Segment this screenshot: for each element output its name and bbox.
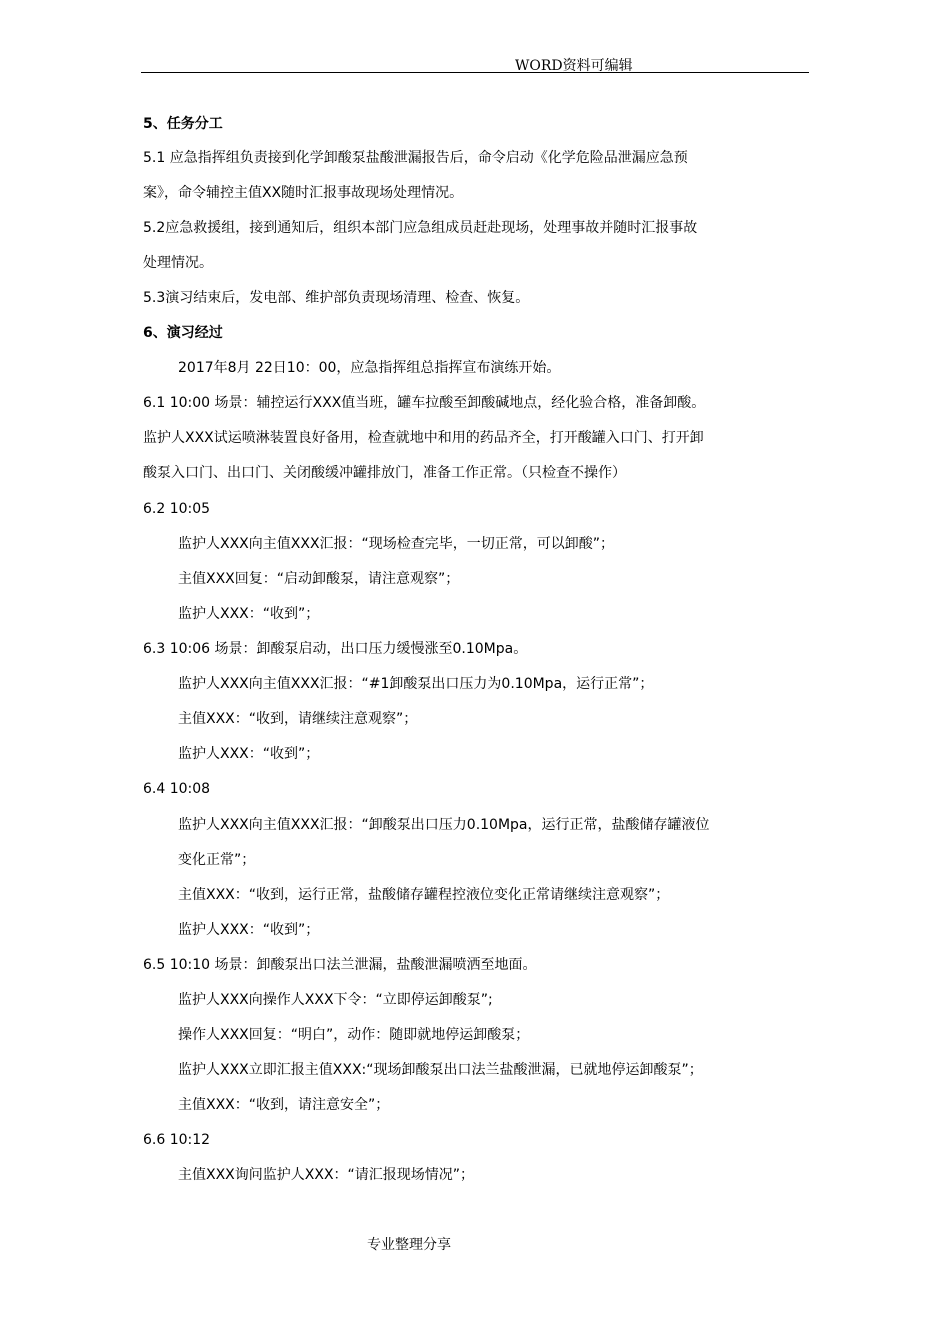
dialogue-line: 监护人XXX向主值XXX汇报：“卸酸泵出口压力0.10Mpa，运行正常，盐酸储存罐液位 xyxy=(178,817,710,833)
paragraph-line: 处理情况。 xyxy=(143,255,213,271)
dialogue-line: 监护人XXX向主值XXX汇报：“现场检查完毕，一切正常，可以卸酸”； xyxy=(178,536,615,552)
paragraph-line: 5.3演习结束后，发电部、维护部负责现场清理、检查、恢复。 xyxy=(143,290,530,306)
paragraph-line: 6.5 10:10 场景：卸酸泵出口法兰泄漏，盐酸泄漏喷洒至地面。 xyxy=(143,957,537,973)
dialogue-line: 操作人XXX回复：“明白”，动作：随即就地停运卸酸泵； xyxy=(178,1027,530,1043)
dialogue-line: 主值XXX询问监护人XXX：“请汇报现场情况”； xyxy=(178,1167,475,1183)
dialogue-line: 变化正常”； xyxy=(178,852,256,868)
dialogue-line: 主值XXX回复：“启动卸酸泵，请注意观察”； xyxy=(178,571,460,587)
paragraph-line: 案》，命令辅控主值XX随时汇报事故现场处理情况。 xyxy=(143,185,464,201)
dialogue-line: 主值XXX：“收到，请继续注意观察”； xyxy=(178,711,418,727)
dialogue-line: 监护人XXX：“收到”； xyxy=(178,746,320,762)
dialogue-line: 监护人XXX：“收到”； xyxy=(178,606,320,622)
dialogue-line: 主值XXX：“收到，请注意安全”； xyxy=(178,1097,390,1113)
dialogue-line: 监护人XXX向主值XXX汇报：“#1卸酸泵出口压力为0.10Mpa，运行正常”； xyxy=(178,676,654,692)
paragraph-line: 6.1 10:00 场景：辅控运行XXX值当班，罐车拉酸至卸酸碱地点，经化验合格，准备卸酸。 xyxy=(143,395,706,411)
paragraph-line: 5.2应急救援组，接到通知后，组织本部门应急组成员赶赴现场，处理事故并随时汇报事故 xyxy=(143,220,698,236)
subsection-label: 6.6 10:12 xyxy=(143,1132,211,1148)
paragraph-line: 6.3 10:06 场景：卸酸泵启动，出口压力缓慢涨至0.10Mpa。 xyxy=(143,641,528,657)
dialogue-line: 监护人XXX立即汇报主值XXX:“现场卸酸泵出口法兰盐酸泄漏，已就地停运卸酸泵”； xyxy=(178,1062,703,1078)
paragraph-line: 5.1 应急指挥组负责接到化学卸酸泵盐酸泄漏报告后，命令启动《化学危险品泄漏应急预 xyxy=(143,150,688,166)
subsection-label: 6.2 10:05 xyxy=(143,501,211,517)
header-rule xyxy=(141,72,809,73)
paragraph-line: 2017年8月 22日10：00，应急指挥组总指挥宣布演练开始。 xyxy=(178,360,561,376)
section-heading-6: 6、演习经过 xyxy=(143,325,223,341)
page-footer-text: 专业整理分享 xyxy=(367,1237,451,1253)
paragraph-line: 酸泵入口门、出口门、关闭酸缓冲罐排放门，准备工作正常。（只检查不操作） xyxy=(143,465,626,481)
section-heading-5: 5、任务分工 xyxy=(143,116,223,132)
subsection-label: 6.4 10:08 xyxy=(143,781,211,797)
page-header-text: WORD资料可编辑 xyxy=(515,58,633,74)
paragraph-line: 监护人XXX试运喷淋装置良好备用，检查就地中和用的药品齐全，打开酸罐入口门、打开卸 xyxy=(143,430,704,446)
dialogue-line: 监护人XXX向操作人XXX下令：“立即停运卸酸泵”; xyxy=(178,992,493,1008)
dialogue-line: 主值XXX：“收到，运行正常，盐酸储存罐程控液位变化正常请继续注意观察”； xyxy=(178,887,670,903)
dialogue-line: 监护人XXX：“收到”； xyxy=(178,922,320,938)
